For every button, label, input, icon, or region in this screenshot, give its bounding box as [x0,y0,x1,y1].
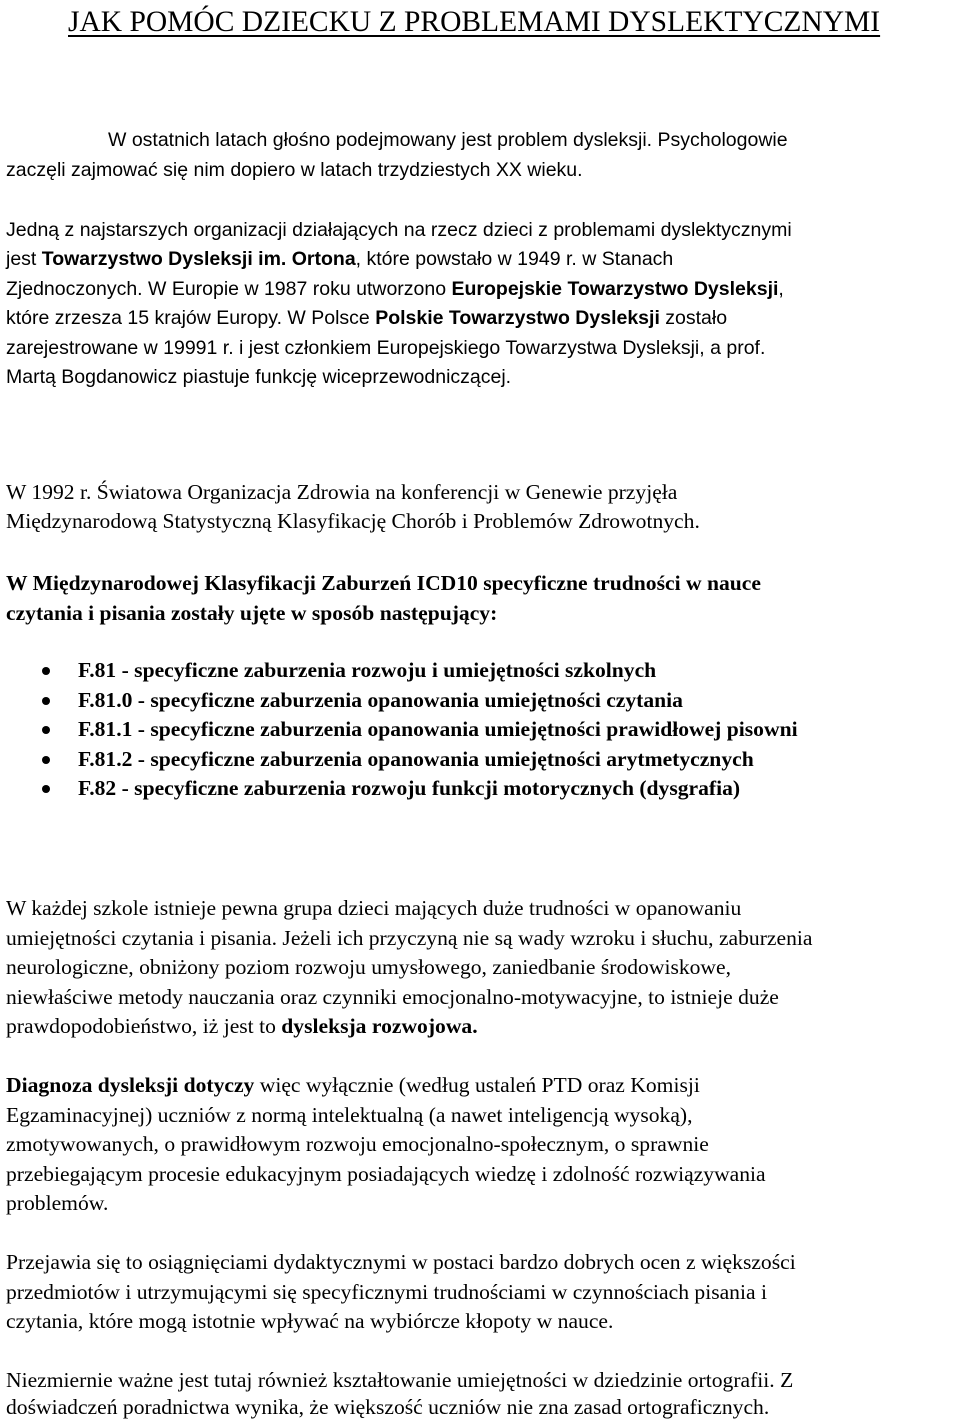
organization-name: Europejskie Towarzystwo Dysleksji [451,278,779,300]
list-item-text: F.81.0 - specyficzne zaburzenia opanowania umiejętności czytania [78,688,683,712]
list-item-text: F.82 - specyficzne zaburzenia rozwoju funkcji motorycznych (dysgrafia) [78,776,741,800]
bullet-icon [42,785,50,793]
text-run: , które powstało w 1949 r. w Stanach [355,248,674,270]
text-line [6,304,727,333]
text-run: które zrzesza 15 krajów Europy. W Polsce [6,307,376,329]
bullet-icon [42,726,50,734]
text-line: zaczęli zajmować się nim dopiero w latach trzydziestych XX wieku. [6,159,583,181]
text-line: problemów. [6,1191,109,1215]
list-item-text: F.81.2 - specyficzne zaburzenia opanowania umiejętności arytmetycznych [78,747,754,771]
text-run: prawdopodobieństwo, iż jest to [6,1014,282,1038]
text-line: zmotywowanych, o prawidłowym rozwoju emocjonalno-społecznym, o sprawnie [6,1132,709,1156]
list-item-text: F.81.1 - specyficzne zaburzenia opanowania umiejętności prawidłowej pisowni [78,717,798,741]
text-line: czytania, które mogą istotnie wpływać na wybiórcze kłopoty w nauce. [6,1309,614,1333]
bullet-icon [42,667,50,675]
text-line: Martą Bogdanowicz piastuje funkcję wiceprzewodniczącej. [6,366,512,388]
text-run: Zjednoczonych. W Europie w 1987 roku utworzono [6,278,452,300]
text-line: Przejawia się to osiągnięciami dydaktycznymi w postaci bardzo dobrych ocen z większości [6,1250,796,1274]
text-line [6,1012,478,1041]
text-line: przebiegającym procesie edukacyjnym posiadających wiedzę i zdolność rozwiązywania [6,1162,766,1186]
text-line: Jedną z najstarszych organizacji działających na rzecz dzieci z problemami dyslektycznymi [6,219,792,241]
text-line: W ostatnich latach głośno podejmowany jest problem dysleksji. Psychologowie [108,129,788,151]
text-line [6,1071,700,1100]
organization-name: Towarzystwo Dysleksji im. Ortona [41,248,356,270]
text-run: , [778,278,784,300]
text-run: jest [6,248,42,270]
text-line: doświadczeń poradnictwa wynika, że większość uczniów nie zna zasad ortograficznych. [6,1395,770,1419]
text-line: neurologiczne, obniżony poziom rozwoju umysłowego, zaniedbanie środowiskowe, [6,955,732,979]
text-line [6,275,784,304]
list-item-text: F.81 - specyficzne zaburzenia rozwoju i umiejętności szkolnych [78,658,657,682]
organization-name: Polskie Towarzystwo Dysleksji [375,307,660,329]
text-run: więc wyłącznie (według ustaleń PTD oraz Komisji [254,1073,700,1097]
text-line: W 1992 r. Światowa Organizacja Zdrowia na konferencji w Genewie przyjęła [6,480,678,504]
text-line: niewłaściwe metody nauczania oraz czynniki emocjonalno-motywacyjne, to istnieje duże [6,985,779,1009]
text-line [6,245,673,274]
text-line: czytania i pisania zostały ujęte w sposób następujący: [6,601,498,625]
document-title: JAK POMÓC DZIECKU Z PROBLEMAMI DYSLEKTYCZNYMI [68,6,881,38]
emphasis-term: Diagnoza dysleksji dotyczy [6,1073,255,1097]
text-line: umiejętności czytania i pisania. Jeżeli ich przyczyną nie są wady wzroku i słuchu, zaburzenia [6,926,813,950]
text-line: Egzaminacyjnej) uczniów z normą intelektualną (a nawet inteligencją wysoką), [6,1103,693,1127]
bullet-icon [42,697,50,705]
text-line: W każdej szkole istnieje pewna grupa dzieci mających duże trudności w opanowaniu [6,896,742,920]
emphasis-term: dysleksja rozwojowa. [281,1014,478,1038]
bullet-icon [42,756,50,764]
text-run: zostało [659,307,728,329]
text-line: przedmiotów i utrzymującymi się specyficznymi trudnościami w czynnościach pisania i [6,1280,767,1304]
text-line: Międzynarodową Statystyczną Klasyfikację Chorób i Problemów Zdrowotnych. [6,509,700,533]
text-line: Niezmiernie ważne jest tutaj również kształtowanie umiejętności w dziedzinie ortografii. Z [6,1368,794,1392]
text-line: W Międzynarodowej Klasyfikacji Zaburzeń ICD10 specyficzne trudności w nauce [6,571,761,595]
text-line: zarejestrowane w 19991 r. i jest członkiem Europejskiego Towarzystwa Dysleksji, a prof. [6,337,766,359]
